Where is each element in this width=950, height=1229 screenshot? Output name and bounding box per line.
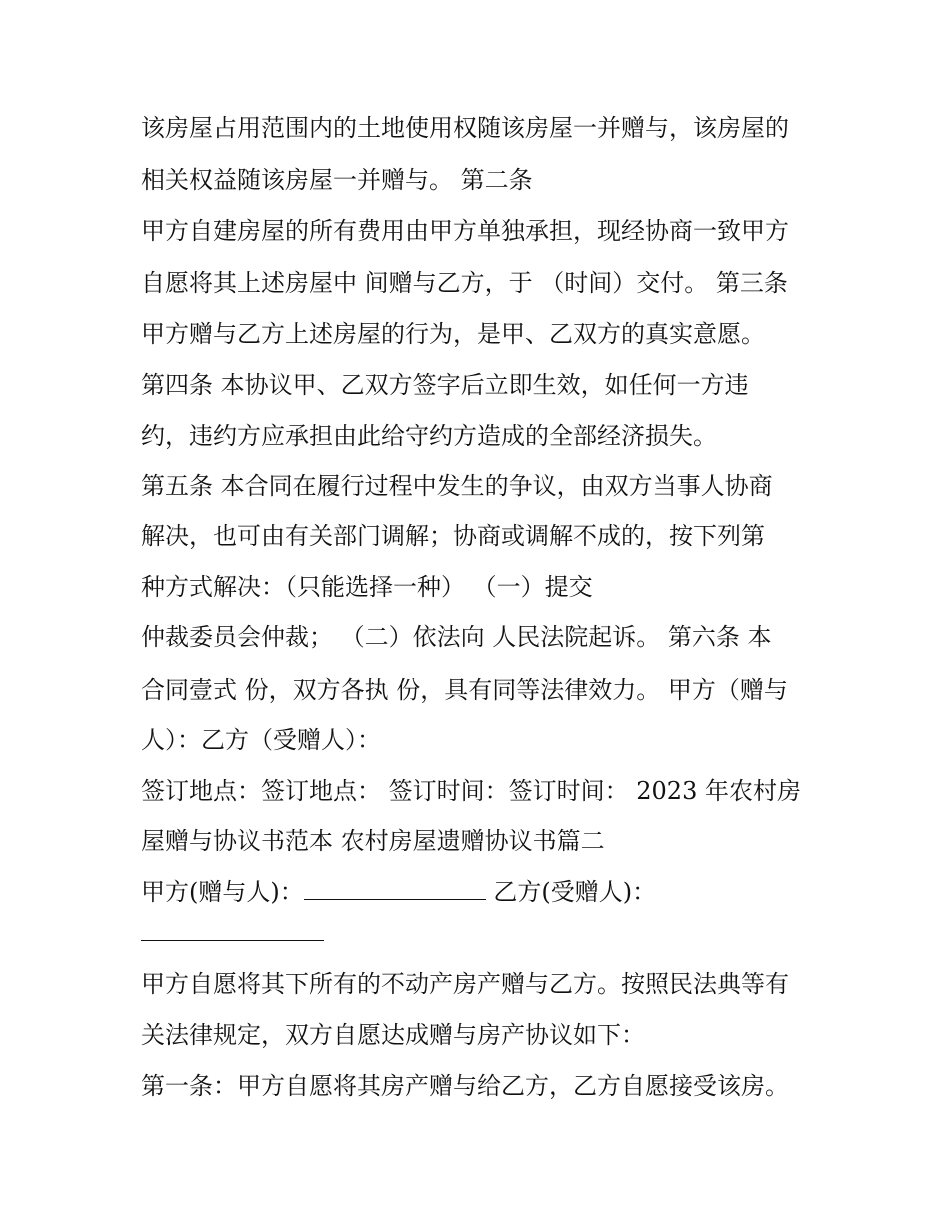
party-b-signature-blank (141, 940, 324, 941)
body-line-12: 合同壹式 份，双方各执 份，具有同等法律效力。 甲方（赠与 (141, 676, 788, 704)
body-line-2: 相关权益随该房屋一并赠与。 第二条 (141, 166, 533, 194)
body-line-11: 仲裁委员会仲裁； （二）依法向 人民法院起诉。 第六条 本 (141, 623, 772, 651)
party-a-label: 甲方(赠与人)： (141, 878, 304, 906)
body-line-7: 约，违约方应承担由此给守约方造成的全部经济损失。 (141, 422, 717, 450)
body-line-9: 解决，也可由有关部门调解；协商或调解不成的，按下列第 (141, 522, 765, 550)
party-a-signature-blank (304, 877, 486, 900)
body-line-4: 自愿将其上述房屋中 间赠与乙方，于 （时间）交付。 第三条 (141, 269, 788, 297)
body-line-17: 关法律规定，双方自愿达成赠与房产协议如下： (141, 1021, 645, 1049)
body-line-13: 人）：乙方（受赠人）： (141, 726, 381, 754)
body-line-1: 该房屋占用范围内的土地使用权随该房屋一并赠与，该房屋的 (141, 114, 789, 142)
body-line-15: 屋赠与协议书范本 农村房屋遗赠协议书篇二 (141, 827, 605, 855)
body-line-5: 甲方赠与乙方上述房屋的行为，是甲、乙双方的真实意愿。 (141, 320, 765, 348)
body-line-3: 甲方自建房屋的所有费用由甲方单独承担，现经协商一致甲方 (141, 217, 789, 245)
body-line-18: 第一条：甲方自愿将其房产赠与给乙方，乙方自愿接受该房。 (141, 1072, 789, 1100)
body-line-10: 种方式解决：（只能选择一种） （一）提交 (141, 573, 593, 601)
body-line-8: 第五条 本合同在履行过程中发生的争议，由双方当事人协商 (141, 472, 773, 500)
party-b-label: 乙方(受赠人)： (493, 878, 657, 906)
body-line-6: 第四条 本协议甲、乙双方签字后立即生效，如任何一方违 (141, 371, 749, 399)
parties-line (141, 877, 821, 907)
body-line-14: 签订地点：签订地点： 签订时间：签订时间： 2023 年农村房 (141, 777, 801, 805)
body-line-16: 甲方自愿将其下所有的不动产房产赠与乙方。按照民法典等有 (141, 970, 789, 998)
